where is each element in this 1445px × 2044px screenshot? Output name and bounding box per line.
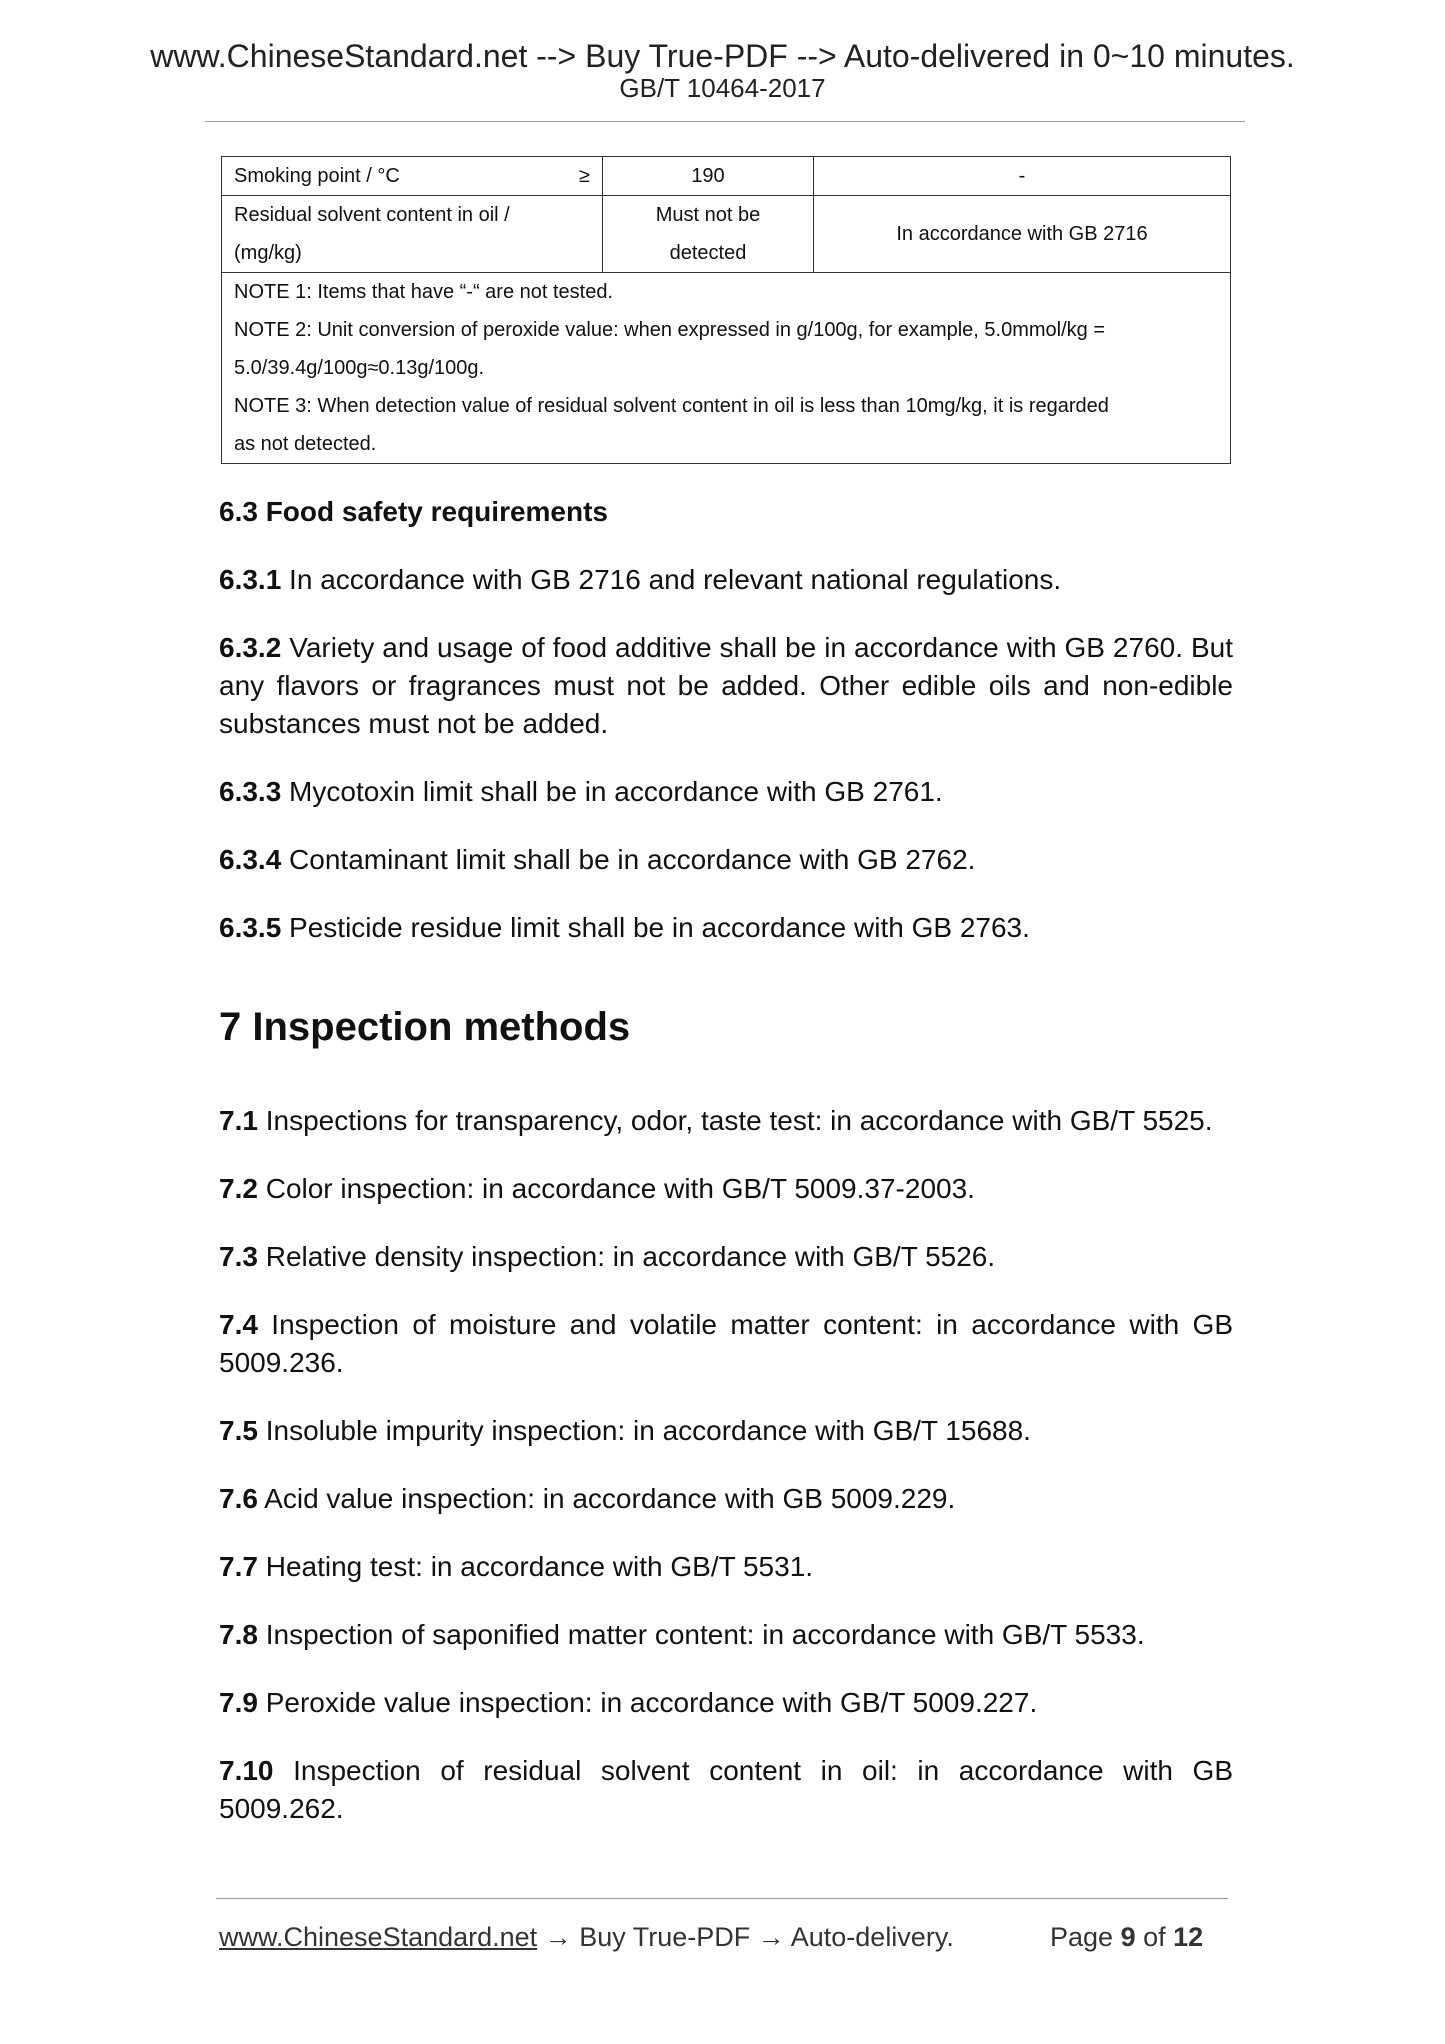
clause-7-9 <box>219 1684 1233 1722</box>
clause-7-7 <box>219 1548 1233 1586</box>
clause-number: 6.3.5 <box>219 912 282 943</box>
clause-text: In accordance with GB 2716 and relevant national regulations. <box>281 564 1062 595</box>
clause-text: Mycotoxin limit shall be in accordance with GB 2761. <box>281 776 943 807</box>
cell-text: Smoking point / °C <box>234 165 400 187</box>
cell-text: Must not be <box>655 204 761 226</box>
note-line: NOTE 2: Unit conversion of peroxide value: when expressed in g/100g, for example, 5.0mmol/kg = <box>234 319 1106 341</box>
clause-text: Pesticide residue limit shall be in accordance with GB 2763. <box>281 912 1030 943</box>
note-line: as not detected. <box>234 433 377 455</box>
clause-number: 6.3.4 <box>219 844 282 875</box>
footer-link[interactable]: www.ChineseStandard.net <box>219 1922 538 1952</box>
clause-text: Color inspection: in accordance with GB/T 5009.37-2003. <box>257 1173 975 1204</box>
table-cell-item <box>222 196 603 273</box>
clause-text: Insoluble impurity inspection: in accordance with GB/T 15688. <box>257 1415 1031 1446</box>
clause-text: Inspections for transparency, odor, taste test: in accordance with GB/T 5525. <box>257 1105 1213 1136</box>
clause-7-3 <box>219 1238 1233 1276</box>
clause-text: Inspection of moisture and volatile matter content: in accordance with GB 5009.236. <box>219 1309 1233 1378</box>
clause-number: 7.7 <box>219 1551 258 1582</box>
table-cell-value: 190 <box>603 157 814 196</box>
clause-7-1 <box>219 1102 1259 1140</box>
footer-text <box>219 1920 954 1954</box>
clause-number: 7.8 <box>219 1619 258 1650</box>
header-banner: www.ChineseStandard.net --> Buy True-PDF --> Auto-delivered in 0~10 minutes. <box>150 38 1295 74</box>
clause-6-3-1 <box>219 561 1233 599</box>
table-cell-value <box>603 196 814 273</box>
footer-divider <box>216 1898 1228 1899</box>
table-notes-row <box>222 273 1231 464</box>
clause-text: Inspection of residual solvent content in oil: in accordance with GB 5009.262. <box>219 1755 1233 1824</box>
clause-number: 6.3.1 <box>219 564 282 595</box>
clause-7-10 <box>219 1752 1233 1828</box>
clause-number: 7.5 <box>219 1415 258 1446</box>
clause-7-5 <box>219 1412 1233 1450</box>
clause-text: Peroxide value inspection: in accordance with GB/T 5009.227. <box>257 1687 1038 1718</box>
total-pages: 12 <box>1173 1922 1204 1952</box>
table-cell-method: In accordance with GB 2716 <box>814 196 1231 273</box>
page-label: Page <box>1050 1922 1121 1952</box>
clause-number: 7.4 <box>219 1309 258 1340</box>
section-heading-7: 7 Inspection methods <box>219 1005 631 1049</box>
clause-text: Heating test: in accordance with GB/T 5531. <box>257 1551 814 1582</box>
note-line: NOTE 1: Items that have “-“ are not tested. <box>234 281 614 303</box>
cell-symbol: ≥ <box>579 165 590 187</box>
clause-6-3-3 <box>219 773 1233 811</box>
clause-number: 7.3 <box>219 1241 258 1272</box>
cell-text: (mg/kg) <box>234 242 302 264</box>
table-row <box>222 157 1231 196</box>
clause-text: Contaminant limit shall be in accordance with GB 2762. <box>281 844 976 875</box>
cell-text: Residual solvent content in oil / <box>234 204 510 226</box>
clause-number: 6.3.3 <box>219 776 282 807</box>
clause-7-2 <box>219 1170 1233 1208</box>
clause-text: Relative density inspection: in accordance with GB/T 5526. <box>257 1241 996 1272</box>
clause-7-6 <box>219 1480 1233 1518</box>
clause-text: Variety and usage of food additive shall be in accordance with GB 2760. But any flavors or fragrances must not be added. Other edible oils and non-edible substances must not be added. <box>219 632 1233 739</box>
note-line: NOTE 3: When detection value of residual solvent content in oil is less than 10mg/kg, it is regarded <box>234 395 1109 417</box>
document-id: GB/T 10464-2017 <box>619 73 826 103</box>
header-divider <box>205 121 1245 122</box>
clause-number: 7.9 <box>219 1687 258 1718</box>
clause-number: 7.10 <box>219 1755 274 1786</box>
table-row <box>222 196 1231 273</box>
clause-number: 7.1 <box>219 1105 258 1136</box>
of-label: of <box>1135 1922 1174 1952</box>
spec-table <box>221 156 1231 464</box>
table-notes <box>222 273 1231 464</box>
clause-6-3-4 <box>219 841 1233 879</box>
table-cell-method: - <box>814 157 1231 196</box>
clause-6-3-5 <box>219 909 1233 947</box>
clause-7-4 <box>219 1306 1233 1382</box>
clause-number: 7.6 <box>219 1483 258 1514</box>
clause-number: 6.3.2 <box>219 632 282 663</box>
footer-tagline: → Buy True-PDF → Auto-delivery. <box>537 1922 954 1952</box>
clause-text: Acid value inspection: in accordance with GB 5009.229. <box>257 1483 956 1514</box>
clause-text: Inspection of saponified matter content: in accordance with GB/T 5533. <box>257 1619 1145 1650</box>
clause-6-3-2 <box>219 629 1233 743</box>
cell-text: detected <box>669 242 747 264</box>
section-heading-6-3: 6.3 Food safety requirements <box>219 496 609 527</box>
page-number <box>1050 1920 1203 1954</box>
table-cell-item <box>222 157 603 196</box>
clause-7-8 <box>219 1616 1233 1654</box>
clause-number: 7.2 <box>219 1173 258 1204</box>
note-line: 5.0/39.4g/100g≈0.13g/100g. <box>234 357 485 379</box>
current-page: 9 <box>1120 1922 1136 1952</box>
